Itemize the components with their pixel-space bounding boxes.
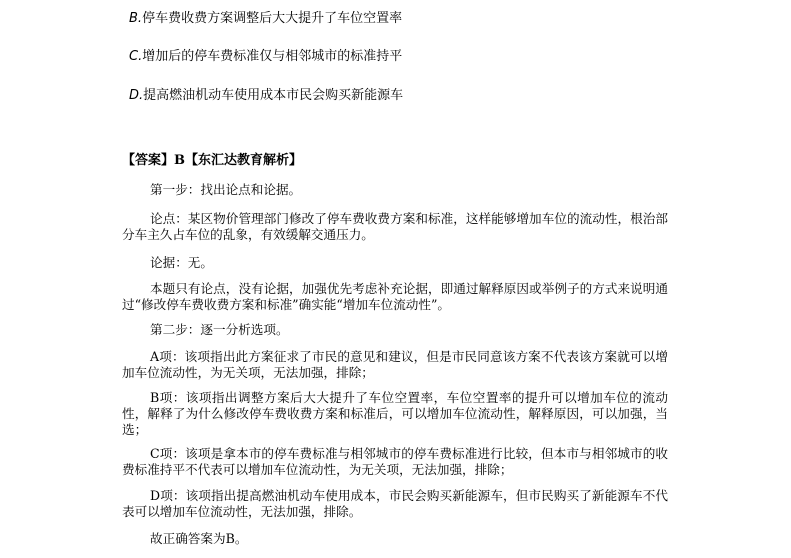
option-c-analysis: C项：该项是拿本市的停车费标准与相邻城市的停车费标准进行比较，但本市与相邻城市的收费标准持平不代表可以增加车位流动性，为无关项，无法加强，排除； xyxy=(122,446,668,477)
analysis-paragraph: 本题只有论点，没有论据，加强优先考虑补充论据，即通过解释原因或举例子的方式来说明通过“修改停车费收费方案和标准”确实能“增加车位流动性”。 xyxy=(122,281,668,312)
option-b-text: 停车费收费方案调整后大大提升了车位空置率 xyxy=(142,11,403,26)
option-c xyxy=(129,49,402,65)
option-d-analysis: D项：该项指出提高燃油机动车使用成本，市民会购买新能源车，但市民购买了新能源车不代表可以增加车位流动性，无法加强，排除。 xyxy=(122,488,668,519)
option-b-letter: B. xyxy=(129,11,143,26)
conclusion-paragraph: 故正确答案为B。 xyxy=(150,531,248,546)
option-b-analysis: B项：该项指出调整方案后大大提升了车位空置率，车位空置率的提升可以增加车位的流动性，解释了为什么修改停车费收费方案和标准后，可以增加车位流动性，解释原因，可以加强，当选； xyxy=(122,390,668,437)
option-c-text: 增加后的停车费标准仅与相邻城市的标准持平 xyxy=(142,49,403,64)
option-c-letter: C. xyxy=(129,49,143,64)
step-two-paragraph: 第二步：逐一分析选项。 xyxy=(150,322,289,337)
option-d xyxy=(129,88,403,104)
option-b xyxy=(129,11,402,27)
argument-paragraph: 论点：某区物价管理部门修改了停车费收费方案和标准，这样能够增加车位的流动性，根治部分车主久占车位的乱象，有效缓解交通压力。 xyxy=(122,211,668,242)
step-one-paragraph: 第一步：找出论点和论据。 xyxy=(150,182,302,197)
option-d-text: 提高燃油机动车使用成本市民会购买新能源车 xyxy=(143,88,404,103)
option-d-letter: D. xyxy=(129,88,144,103)
answer-heading: 【答案】B【东汇达教育解析】 xyxy=(122,153,302,168)
option-a-analysis: A项：该项指出此方案征求了市民的意见和建议，但是市民同意该方案不代表该方案就可以增加车位流动性，为无关项，无法加强，排除； xyxy=(122,349,668,380)
evidence-paragraph: 论据：无。 xyxy=(150,255,213,270)
